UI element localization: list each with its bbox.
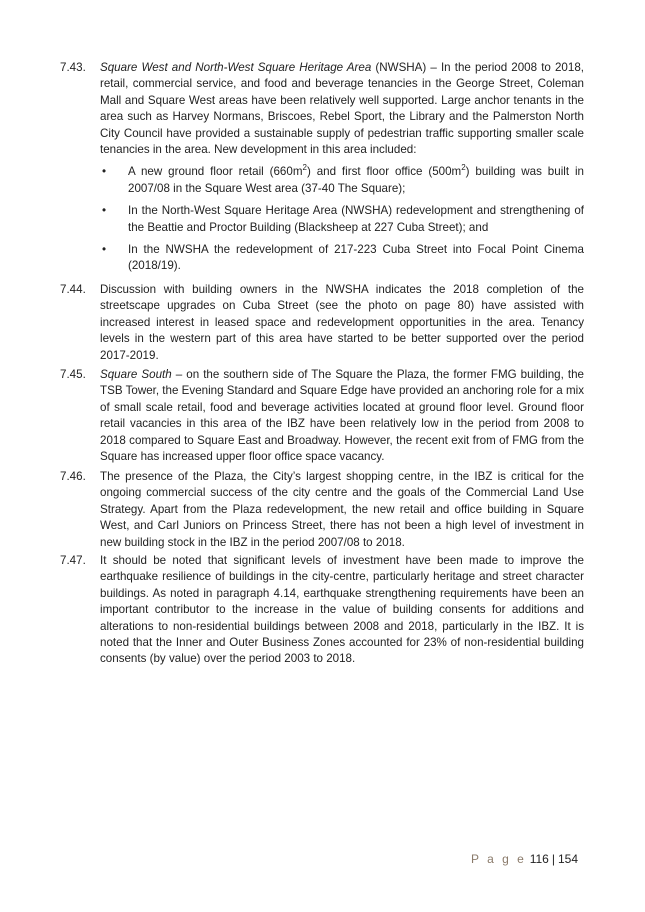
paragraph-text: (NWSHA) – In the period 2008 to 2018, retail, commercial service, and food and beverage tenancies in the George Street, Coleman Mall and Square West areas have been relatively well supported. Large anchor tenants in the area such as Harvey Normans, Briscoes, Rebel Sport, the Library and the Palmerston North City Council have provided a sustainable supply of pedestrian traffic supporting smaller scale tenancies in the area. New development in this area included: — [100, 61, 584, 157]
paragraph-body: It should be noted that significant levels of investment have been made to improve the earthquake resilience of buildings in the city-centre, particularly heritage and street character buildings. As noted in paragraph 4.14, earthquake strengthening requirements have been an important contributor to the increase in the value of building consents for additions and alterations to non-residential buildings between 2008 and 2018, particularly in the IBZ. It is noted that the Inner and Outer Business Zones accounted for 23% of non-residential building consents (by value) over the period 2003 to 2018. — [100, 554, 584, 666]
paragraph-body: Discussion with building owners in the NWSHA indicates the 2018 completion of the streetscape upgrades on Cuba Street (see the photo on page 80) have assisted with increased interest in leased space and redevelopment opportunities in the area. Tenancy levels in the western part of this area have started to be better supported over the period 2017-2019. — [100, 283, 584, 362]
superscript: 2 — [302, 163, 307, 173]
page-total: 154 — [557, 852, 578, 866]
paragraph-body: The presence of the Plaza, the City’s largest shopping centre, in the IBZ is critical for the ongoing commercial success of the city centre and the goals of the Commercial Land Use Strategy. Apart from the Plaza redevelopment, the new retail and office building in Square West, and Carl Juniors on Princess Street, there has not been a high level of investment in new building stock in the IBZ in the period 2007/08 to 2018. — [100, 470, 584, 549]
page-number: 116 — [529, 852, 549, 866]
section-heading: Square West and North-West Square Heritage Area — [100, 61, 372, 74]
bullet-list — [100, 164, 584, 274]
page-footer — [468, 852, 578, 866]
paragraph-number: 7.43. — [60, 61, 86, 74]
paragraph-number: 7.45. — [60, 368, 86, 381]
paragraph-number: 7.44. — [60, 283, 86, 296]
page-label: P a g e — [471, 852, 527, 866]
paragraph-7-47 — [60, 553, 584, 668]
paragraph-text: – on the southern side of The Square the Plaza, the former FMG building, the TSB Tower, the Evening Standard and Square Edge have provided an anchoring role for a mix of small scale retail, food and beverage activities located at ground floor level. Ground floor retail vacancies in this area of the IBZ have been relatively low in the period from 2008 to 2018 compared to Square East and Broadway. However, the recent exit from of FMG from the Square has increased upper floor office space vacancy. — [100, 368, 584, 464]
paragraph-7-44 — [60, 282, 584, 364]
bullet-text: ) building was built in 2007/08 in the Square West area (37-40 The Square); — [128, 165, 584, 195]
superscript: 2 — [461, 163, 466, 173]
paragraph-number: 7.47. — [60, 554, 86, 567]
paragraph-7-46 — [60, 469, 584, 551]
paragraph-body — [100, 60, 584, 275]
paragraph-number: 7.46. — [60, 470, 86, 483]
section-heading: Square South — [100, 368, 172, 381]
bullet-item — [100, 164, 584, 197]
paragraph-body — [100, 367, 584, 465]
paragraph-7-43 — [60, 60, 584, 275]
bullet-text: A new ground floor retail (660m — [128, 165, 303, 179]
page-separator: | — [551, 852, 555, 866]
bullet-text: ) and first floor office (500m — [306, 165, 462, 179]
bullet-item: • In the NWSHA the redevelopment of 217-223 Cuba Street into Focal Point Cinema (2018/19). — [100, 242, 584, 275]
bullet-item: • In the North-West Square Heritage Area (NWSHA) redevelopment and strengthening of the Beattie and Proctor Building (Blacksheep at 227 Cuba Street); and — [100, 203, 584, 236]
paragraph-7-45 — [60, 367, 584, 465]
